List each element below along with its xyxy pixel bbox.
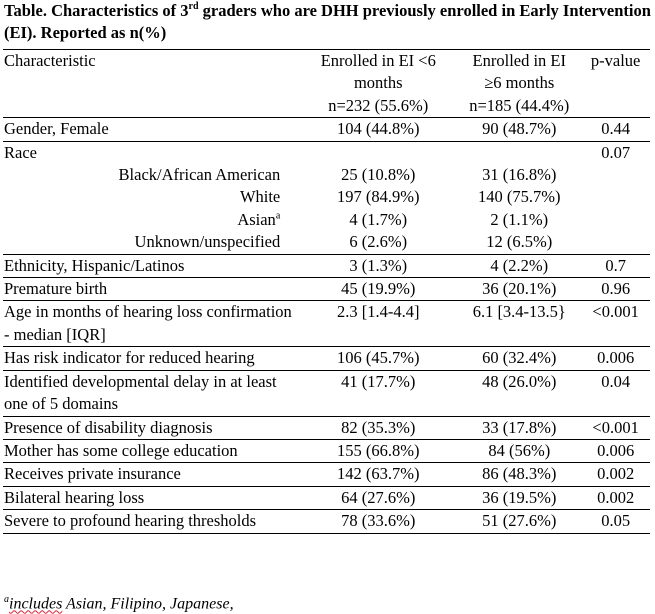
cell-enrolled-under-6: 197 (84.9%) <box>337 187 420 207</box>
cell-p-value <box>581 209 650 231</box>
cell-p-value: 0.002 <box>581 463 650 486</box>
cell-enrolled-under-6: 4 (1.7%) <box>349 209 408 229</box>
table-row <box>3 209 650 231</box>
table-header-row <box>3 50 650 118</box>
row-label: Gender, Female <box>4 119 109 139</box>
cell-p-value: 0.44 <box>601 119 631 139</box>
cell-enrolled-under-6: 25 (10.8%) <box>341 165 416 185</box>
cell-enrolled-6-plus: 84 (56%) <box>457 439 581 462</box>
footnote: $^a$includes Asian, Filipino, Japanese, <box>4 594 234 613</box>
row-label: Unknown/unspecified <box>134 232 281 252</box>
cell-enrolled-under-6: 6 (2.6%) <box>349 232 408 252</box>
cell-enrolled-under-6: 41 (17.7%) <box>299 370 457 416</box>
cell-enrolled-under-6: 2.3 [1.4-4.4] <box>299 301 457 347</box>
cell-enrolled-6-plus: 31 (16.8%) <box>482 165 557 185</box>
cell-enrolled-under-6: 45 (19.9%) <box>299 278 457 301</box>
cell-enrolled-6-plus: 51 (27.6%) <box>457 510 581 533</box>
cell-p-value: 0.006 <box>581 347 650 370</box>
table-row <box>3 278 650 301</box>
table-row <box>3 231 650 254</box>
row-label: Identified developmental delay in at least one of 5 domains <box>3 370 299 416</box>
cell-enrolled-under-6: 78 (33.6%) <box>299 510 457 533</box>
row-label: Has risk indicator for reduced hearing <box>3 347 299 370</box>
table-row <box>3 370 650 416</box>
table-row <box>3 254 650 277</box>
table-row <box>3 347 650 370</box>
cell-p-value: 0.07 <box>581 141 650 164</box>
row-label: Ethnicity, Hispanic/Latinos <box>3 254 299 277</box>
row-label: Receives private insurance <box>3 463 299 486</box>
cell-p-value: <0.001 <box>581 301 650 347</box>
header-p-value: p-value <box>581 50 650 118</box>
header-characteristic: Characteristic <box>3 50 299 118</box>
cell-enrolled-6-plus: 12 (6.5%) <box>486 232 553 252</box>
cell-p-value <box>581 186 650 208</box>
cell-enrolled-6-plus: 4 (2.2%) <box>457 254 581 277</box>
table-title: Table. Characteristics of 3rd graders who are DHH previously enrolled in Early Intervention (EI). Reported as n(%) <box>4 0 651 42</box>
cell-enrolled-under-6: 142 (63.7%) <box>299 463 457 486</box>
cell-enrolled-under-6: 155 (66.8%) <box>299 439 457 462</box>
footnote-marker: a <box>275 210 281 222</box>
cell-p-value: 0.002 <box>581 486 650 509</box>
table-row <box>3 510 650 533</box>
row-label: Race <box>3 141 299 164</box>
cell-p-value <box>581 164 650 186</box>
cell-enrolled-6-plus: 140 (75.7%) <box>478 187 561 207</box>
cell-enrolled-6-plus: 90 (48.7%) <box>482 119 557 139</box>
spellcheck-flagged-word: includes <box>9 595 63 613</box>
row-label: Presence of disability diagnosis <box>3 416 299 439</box>
cell-enrolled-6-plus: 36 (20.1%) <box>457 278 581 301</box>
cell-p-value: 0.96 <box>581 278 650 301</box>
cell-p-value <box>581 231 650 254</box>
cell-enrolled-6-plus: 86 (48.3%) <box>457 463 581 486</box>
table-row <box>3 118 650 141</box>
cell-p-value: 0.04 <box>581 370 650 416</box>
cell-enrolled-6-plus: 6.1 [3.4-13.5} <box>457 301 581 347</box>
cell-enrolled-under-6: 106 (45.7%) <box>299 347 457 370</box>
table-row <box>3 186 650 208</box>
row-label: Asian$^a$ <box>237 209 281 229</box>
row-label: Severe to profound hearing thresholds <box>3 510 299 533</box>
cell-enrolled-6-plus: 60 (32.4%) <box>457 347 581 370</box>
characteristics-table <box>3 49 650 534</box>
cell-enrolled-6-plus <box>457 141 581 164</box>
cell-enrolled-under-6: 64 (27.6%) <box>299 486 457 509</box>
cell-p-value: 0.7 <box>581 254 650 277</box>
cell-enrolled-under-6: 104 (44.8%) <box>337 119 420 139</box>
row-label: White <box>239 187 281 207</box>
header-enrolled-6-plus: Enrolled in EI ≥6 months n=185 (44.4%) <box>457 50 581 118</box>
row-label: Bilateral hearing loss <box>3 486 299 509</box>
cell-enrolled-under-6: 82 (35.3%) <box>299 416 457 439</box>
row-label: Age in months of hearing loss confirmation - median [IQR] <box>3 301 299 347</box>
cell-enrolled-under-6 <box>299 141 457 164</box>
table-row <box>3 439 650 462</box>
table-row <box>3 164 650 186</box>
cell-p-value: <0.001 <box>581 416 650 439</box>
cell-p-value: 0.006 <box>581 439 650 462</box>
cell-enrolled-6-plus: 36 (19.5%) <box>457 486 581 509</box>
row-label: Mother has some college education <box>3 439 299 462</box>
table-row <box>3 486 650 509</box>
header-enrolled-under-6: Enrolled in EI <6 months n=232 (55.6%) <box>299 50 457 118</box>
table-row <box>3 141 650 164</box>
table-row <box>3 463 650 486</box>
row-label: Premature birth <box>3 278 299 301</box>
table-row <box>3 301 650 347</box>
row-label: Black/African American <box>118 165 281 185</box>
cell-p-value: 0.05 <box>581 510 650 533</box>
cell-enrolled-6-plus: 2 (1.1%) <box>490 209 549 229</box>
cell-enrolled-6-plus: 33 (17.8%) <box>457 416 581 439</box>
cell-enrolled-under-6: 3 (1.3%) <box>299 254 457 277</box>
cell-enrolled-6-plus: 48 (26.0%) <box>457 370 581 416</box>
table-row <box>3 416 650 439</box>
